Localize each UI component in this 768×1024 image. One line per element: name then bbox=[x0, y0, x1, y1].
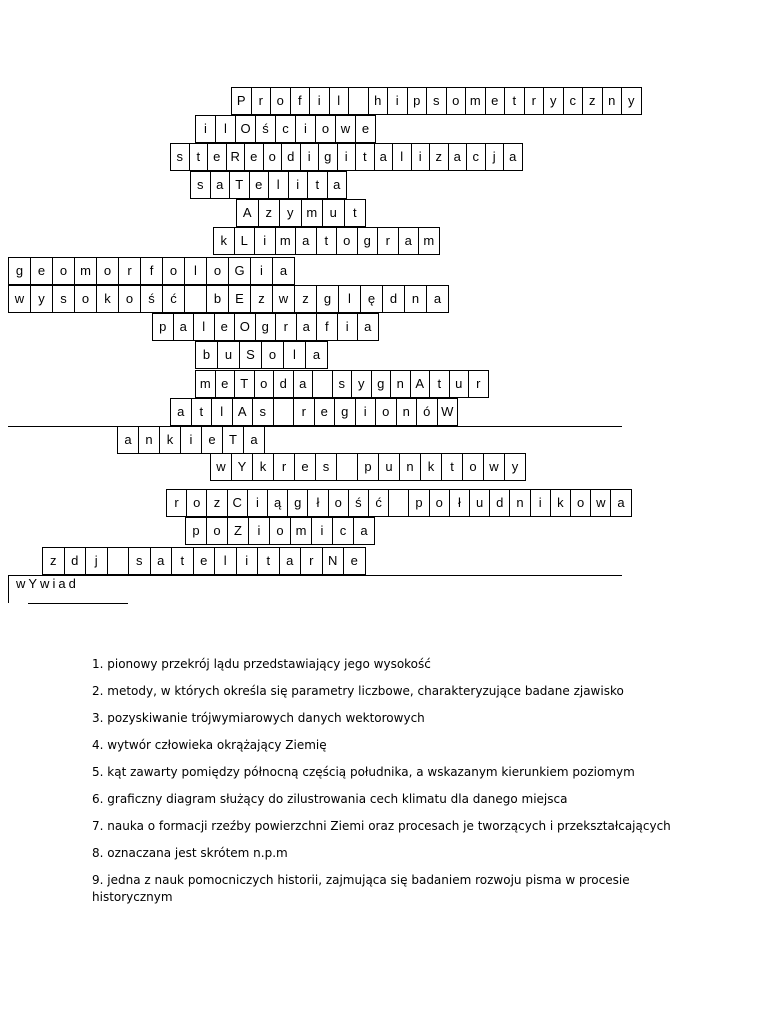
crossword-cell: t bbox=[441, 453, 463, 481]
crossword-cell: t bbox=[191, 398, 213, 426]
crossword-cell bbox=[388, 489, 409, 517]
crossword-cell: ś bbox=[140, 285, 163, 313]
crossword-cell: ę bbox=[360, 285, 383, 313]
crossword-cell: o bbox=[328, 489, 349, 517]
crossword-cell: e bbox=[343, 547, 366, 575]
crossword-cell: s bbox=[190, 171, 211, 199]
crossword-cell: i bbox=[295, 115, 316, 143]
crossword-cell: i bbox=[250, 257, 273, 285]
crossword-cell: o bbox=[315, 115, 336, 143]
crossword-cell: e bbox=[314, 398, 336, 426]
crossword-cell: i bbox=[180, 426, 202, 454]
crossword-cell: l bbox=[211, 398, 233, 426]
crossword-cell: s bbox=[128, 547, 151, 575]
crossword-cell: c bbox=[275, 115, 296, 143]
crossword-cell: ś bbox=[255, 115, 276, 143]
crossword-cell: j bbox=[485, 143, 505, 171]
crossword-cell: b bbox=[206, 285, 229, 313]
crossword-cell: A bbox=[410, 370, 431, 398]
crossword-cell: b bbox=[195, 341, 218, 369]
crossword-cell: k bbox=[550, 489, 571, 517]
crossword-cell: d bbox=[64, 547, 87, 575]
crossword-cell: ś bbox=[348, 489, 369, 517]
crossword-cell: a bbox=[170, 398, 192, 426]
crossword-cell: u bbox=[378, 453, 400, 481]
crossword-cell: g bbox=[8, 257, 31, 285]
crossword-cell: z bbox=[206, 489, 227, 517]
crossword-cell: w bbox=[272, 285, 295, 313]
crossword-cell: a bbox=[296, 313, 318, 341]
crossword-cell: T bbox=[234, 370, 255, 398]
crossword-cell: e bbox=[355, 115, 376, 143]
crossword-cell: w bbox=[483, 453, 505, 481]
crossword-cell bbox=[312, 370, 333, 398]
crossword-cell: W bbox=[437, 398, 459, 426]
crossword-cell: d bbox=[273, 370, 294, 398]
crossword-cell: a bbox=[503, 143, 523, 171]
crossword-cell: u bbox=[449, 370, 470, 398]
clue-item: 8. oznaczana jest skrótem n.p.m bbox=[92, 846, 288, 860]
crossword-cell: a bbox=[448, 143, 468, 171]
crossword-cell: l bbox=[214, 547, 237, 575]
crossword-cell: n bbox=[396, 398, 418, 426]
crossword-cell: e bbox=[30, 257, 53, 285]
crossword-cell: k bbox=[96, 285, 119, 313]
crossword-cell: i bbox=[248, 517, 270, 545]
clue-item: 5. kąt zawarty pomiędzy północną częścią południka, a wskazanym kierunkiem poziomym bbox=[92, 765, 635, 779]
last-word-text: wYwiad bbox=[16, 576, 79, 591]
crossword-cell: l bbox=[283, 341, 306, 369]
crossword-cell: z bbox=[582, 87, 603, 115]
crossword-cell: R bbox=[226, 143, 246, 171]
crossword-cell: ć bbox=[368, 489, 389, 517]
crossword-cell: m bbox=[290, 517, 312, 545]
crossword-cell: s bbox=[252, 398, 274, 426]
crossword-cell: p bbox=[408, 489, 429, 517]
crossword-cell: m bbox=[465, 87, 486, 115]
crossword-cell bbox=[336, 453, 358, 481]
rule-line-1 bbox=[8, 426, 622, 427]
crossword-cell: k bbox=[252, 453, 274, 481]
crossword-cell: n bbox=[390, 370, 411, 398]
crossword-cell: o bbox=[52, 257, 75, 285]
crossword-cell: e bbox=[244, 143, 264, 171]
crossword-cell: u bbox=[217, 341, 240, 369]
crossword-cell: o bbox=[336, 227, 358, 255]
crossword-cell: o bbox=[263, 143, 283, 171]
crossword-cell: T bbox=[222, 426, 244, 454]
crossword-cell: o bbox=[96, 257, 119, 285]
crossword-cell: a bbox=[210, 171, 231, 199]
crossword-cell: Y bbox=[231, 453, 253, 481]
crossword-cell: m bbox=[74, 257, 97, 285]
crossword-cell: P bbox=[231, 87, 252, 115]
crossword-cell: j bbox=[85, 547, 108, 575]
crossword-cell: ł bbox=[449, 489, 470, 517]
crossword-cell: t bbox=[429, 370, 450, 398]
crossword-cell: a bbox=[357, 313, 379, 341]
crossword-cell: s bbox=[315, 453, 337, 481]
crossword-cell: n bbox=[138, 426, 160, 454]
crossword-cell: y bbox=[543, 87, 564, 115]
crossword-cell: p bbox=[357, 453, 379, 481]
crossword-cell: n bbox=[404, 285, 427, 313]
crossword-cell: i bbox=[309, 87, 330, 115]
crossword-cell: o bbox=[429, 489, 450, 517]
crossword-cell: a bbox=[353, 517, 375, 545]
crossword-cell: i bbox=[337, 143, 357, 171]
crossword-cell: S bbox=[239, 341, 262, 369]
crossword-cell: z bbox=[42, 547, 65, 575]
crossword-cell: h bbox=[368, 87, 389, 115]
crossword-cell: m bbox=[195, 370, 216, 398]
crossword-cell: a bbox=[150, 547, 173, 575]
crossword-cell: i bbox=[387, 87, 408, 115]
crossword-cell: o bbox=[206, 517, 228, 545]
crossword-cell: z bbox=[294, 285, 317, 313]
crossword-cell: g bbox=[255, 313, 277, 341]
crossword-cell: w bbox=[335, 115, 356, 143]
crossword-cell: a bbox=[374, 143, 394, 171]
crossword-cell: s bbox=[332, 370, 353, 398]
crossword-cell: d bbox=[382, 285, 405, 313]
crossword-cell: g bbox=[287, 489, 308, 517]
crossword-cell: w bbox=[210, 453, 232, 481]
crossword-cell: G bbox=[228, 257, 251, 285]
crossword-cell: g bbox=[371, 370, 392, 398]
crossword-cell: r bbox=[300, 547, 323, 575]
crossword-cell: a bbox=[305, 341, 328, 369]
crossword-cell: T bbox=[229, 171, 250, 199]
crossword-cell: f bbox=[140, 257, 163, 285]
crossword-cell: o bbox=[375, 398, 397, 426]
crossword-cell: p bbox=[185, 517, 207, 545]
crossword-cell: Z bbox=[227, 517, 249, 545]
crossword-cell: i bbox=[337, 313, 359, 341]
crossword-cell: ą bbox=[267, 489, 288, 517]
crossword-cell: N bbox=[322, 547, 345, 575]
crossword-cell: o bbox=[186, 489, 207, 517]
crossword-cell: e bbox=[485, 87, 506, 115]
crossword-cell: a bbox=[327, 171, 348, 199]
crossword-cell: m bbox=[275, 227, 297, 255]
crossword-cell: k bbox=[213, 227, 235, 255]
crossword-cell: f bbox=[290, 87, 311, 115]
crossword-cell: i bbox=[288, 171, 309, 199]
crossword-cell: i bbox=[530, 489, 551, 517]
crossword-cell: a bbox=[293, 370, 314, 398]
crossword-cell: o bbox=[206, 257, 229, 285]
crossword-cell: n bbox=[399, 453, 421, 481]
crossword-cell: e bbox=[215, 370, 236, 398]
crossword-cell: z bbox=[258, 199, 281, 227]
crossword-cell: l bbox=[193, 313, 215, 341]
crossword-cell: t bbox=[257, 547, 280, 575]
crossword-cell bbox=[348, 87, 369, 115]
crossword-cell: y bbox=[30, 285, 53, 313]
crossword-cell: g bbox=[316, 285, 339, 313]
crossword-cell: o bbox=[446, 87, 467, 115]
crossword-cell: r bbox=[524, 87, 545, 115]
crossword-cell: E bbox=[228, 285, 251, 313]
crossword-cell: o bbox=[162, 257, 185, 285]
crossword-cell: y bbox=[351, 370, 372, 398]
crossword-cell bbox=[184, 285, 207, 313]
crossword-cell: ć bbox=[162, 285, 185, 313]
crossword-cell: l bbox=[215, 115, 236, 143]
clue-item: 9. jedna z nauk pomocniczych historii, zajmująca się badaniem rozwoju pisma w procesie historycznym bbox=[92, 873, 630, 904]
crossword-cell: e bbox=[214, 313, 236, 341]
rule-line-2 bbox=[8, 575, 622, 576]
crossword-cell: r bbox=[377, 227, 399, 255]
crossword-cell: y bbox=[279, 199, 302, 227]
crossword-cell: s bbox=[170, 143, 190, 171]
crossword-cell: r bbox=[166, 489, 187, 517]
rule-left-edge bbox=[8, 575, 9, 603]
crossword-cell: t bbox=[355, 143, 375, 171]
crossword-cell: y bbox=[504, 453, 526, 481]
crossword-cell: s bbox=[52, 285, 75, 313]
crossword-cell bbox=[273, 398, 295, 426]
crossword-cell: c bbox=[466, 143, 486, 171]
crossword-cell: o bbox=[261, 341, 284, 369]
crossword-cell: l bbox=[268, 171, 289, 199]
crossword-cell: w bbox=[590, 489, 611, 517]
crossword-cell: a bbox=[279, 547, 302, 575]
crossword-cell: a bbox=[426, 285, 449, 313]
crossword-cell: p bbox=[407, 87, 428, 115]
crossword-cell: L bbox=[234, 227, 256, 255]
crossword-cell: n bbox=[509, 489, 530, 517]
crossword-cell: r bbox=[293, 398, 315, 426]
crossword-cell bbox=[107, 547, 130, 575]
crossword-cell: p bbox=[152, 313, 174, 341]
crossword-cell: i bbox=[355, 398, 377, 426]
crossword-cell: o bbox=[462, 453, 484, 481]
crossword-cell: w bbox=[8, 285, 31, 313]
crossword-cell: l bbox=[329, 87, 350, 115]
crossword-cell: u bbox=[469, 489, 490, 517]
crossword-cell: o bbox=[270, 87, 291, 115]
crossword-cell: O bbox=[234, 313, 256, 341]
crossword-cell: l bbox=[392, 143, 412, 171]
crossword-cell: e bbox=[193, 547, 216, 575]
crossword-cell: O bbox=[235, 115, 256, 143]
clues-list bbox=[92, 656, 692, 916]
clue-item: 3. pozyskiwanie trójwymiarowych danych wektorowych bbox=[92, 711, 425, 725]
crossword-cell: l bbox=[184, 257, 207, 285]
crossword-cell: i bbox=[195, 115, 216, 143]
crossword-cell: f bbox=[316, 313, 338, 341]
crossword-cell: t bbox=[316, 227, 338, 255]
crossword-cell: A bbox=[236, 199, 259, 227]
crossword-cell: t bbox=[307, 171, 328, 199]
clue-item: 2. metody, w których określa się parametry liczbowe, charakteryzujące badane zjawisko bbox=[92, 684, 624, 698]
crossword-cell: t bbox=[171, 547, 194, 575]
crossword-cell: m bbox=[418, 227, 440, 255]
clue-item: 6. graficzny diagram służący do zilustrowania cech klimatu dla danego miejsca bbox=[92, 792, 568, 806]
crossword-cell: n bbox=[602, 87, 623, 115]
crossword-cell: e bbox=[249, 171, 270, 199]
crossword-cell: A bbox=[232, 398, 254, 426]
crossword-cell: a bbox=[173, 313, 195, 341]
crossword-cell: i bbox=[236, 547, 259, 575]
crossword-cell: e bbox=[294, 453, 316, 481]
clue-item: 4. wytwór człowieka okrążający Ziemię bbox=[92, 738, 327, 752]
crossword-cell: z bbox=[429, 143, 449, 171]
crossword-cell: r bbox=[275, 313, 297, 341]
clue-item: 7. nauka o formacji rzeźby powierzchni Ziemi oraz procesach je tworzących i przekształcających bbox=[92, 819, 671, 833]
crossword-cell: a bbox=[243, 426, 265, 454]
crossword-cell: k bbox=[420, 453, 442, 481]
rule-underline bbox=[28, 603, 128, 604]
crossword-cell: o bbox=[254, 370, 275, 398]
crossword-cell: o bbox=[118, 285, 141, 313]
crossword-cell: d bbox=[489, 489, 510, 517]
crossword-cell: d bbox=[281, 143, 301, 171]
crossword-cell: o bbox=[570, 489, 591, 517]
crossword-cell: r bbox=[251, 87, 272, 115]
crossword-cell: g bbox=[318, 143, 338, 171]
crossword-cell: a bbox=[295, 227, 317, 255]
crossword-cell: a bbox=[610, 489, 631, 517]
clue-item: 1. pionowy przekrój lądu przedstawiający jego wysokość bbox=[92, 657, 431, 671]
crossword-cell: s bbox=[426, 87, 447, 115]
crossword-cell: ł bbox=[307, 489, 328, 517]
crossword-cell: a bbox=[272, 257, 295, 285]
crossword-cell: r bbox=[468, 370, 489, 398]
crossword-cell: a bbox=[117, 426, 139, 454]
crossword-cell: u bbox=[322, 199, 345, 227]
crossword-cell: g bbox=[357, 227, 379, 255]
crossword-cell: C bbox=[227, 489, 248, 517]
crossword-cell: r bbox=[118, 257, 141, 285]
crossword-cell: y bbox=[621, 87, 642, 115]
crossword-cell: o bbox=[269, 517, 291, 545]
crossword-cell: ó bbox=[416, 398, 438, 426]
crossword-cell: o bbox=[74, 285, 97, 313]
crossword-cell: a bbox=[398, 227, 420, 255]
crossword-cell: t bbox=[189, 143, 209, 171]
crossword-cell: k bbox=[159, 426, 181, 454]
crossword-cell: m bbox=[301, 199, 324, 227]
crossword-cell: i bbox=[247, 489, 268, 517]
crossword-cell: i bbox=[300, 143, 320, 171]
crossword-cell: g bbox=[334, 398, 356, 426]
crossword-cell: e bbox=[207, 143, 227, 171]
crossword-cell: c bbox=[332, 517, 354, 545]
crossword-cell: l bbox=[338, 285, 361, 313]
crossword-cell: r bbox=[273, 453, 295, 481]
crossword-cell: z bbox=[250, 285, 273, 313]
crossword-cell: i bbox=[254, 227, 276, 255]
crossword-cell: t bbox=[344, 199, 367, 227]
crossword-cell: t bbox=[504, 87, 525, 115]
crossword-cell: c bbox=[563, 87, 584, 115]
crossword-cell: i bbox=[411, 143, 431, 171]
crossword-cell: i bbox=[311, 517, 333, 545]
crossword-cell: e bbox=[201, 426, 223, 454]
